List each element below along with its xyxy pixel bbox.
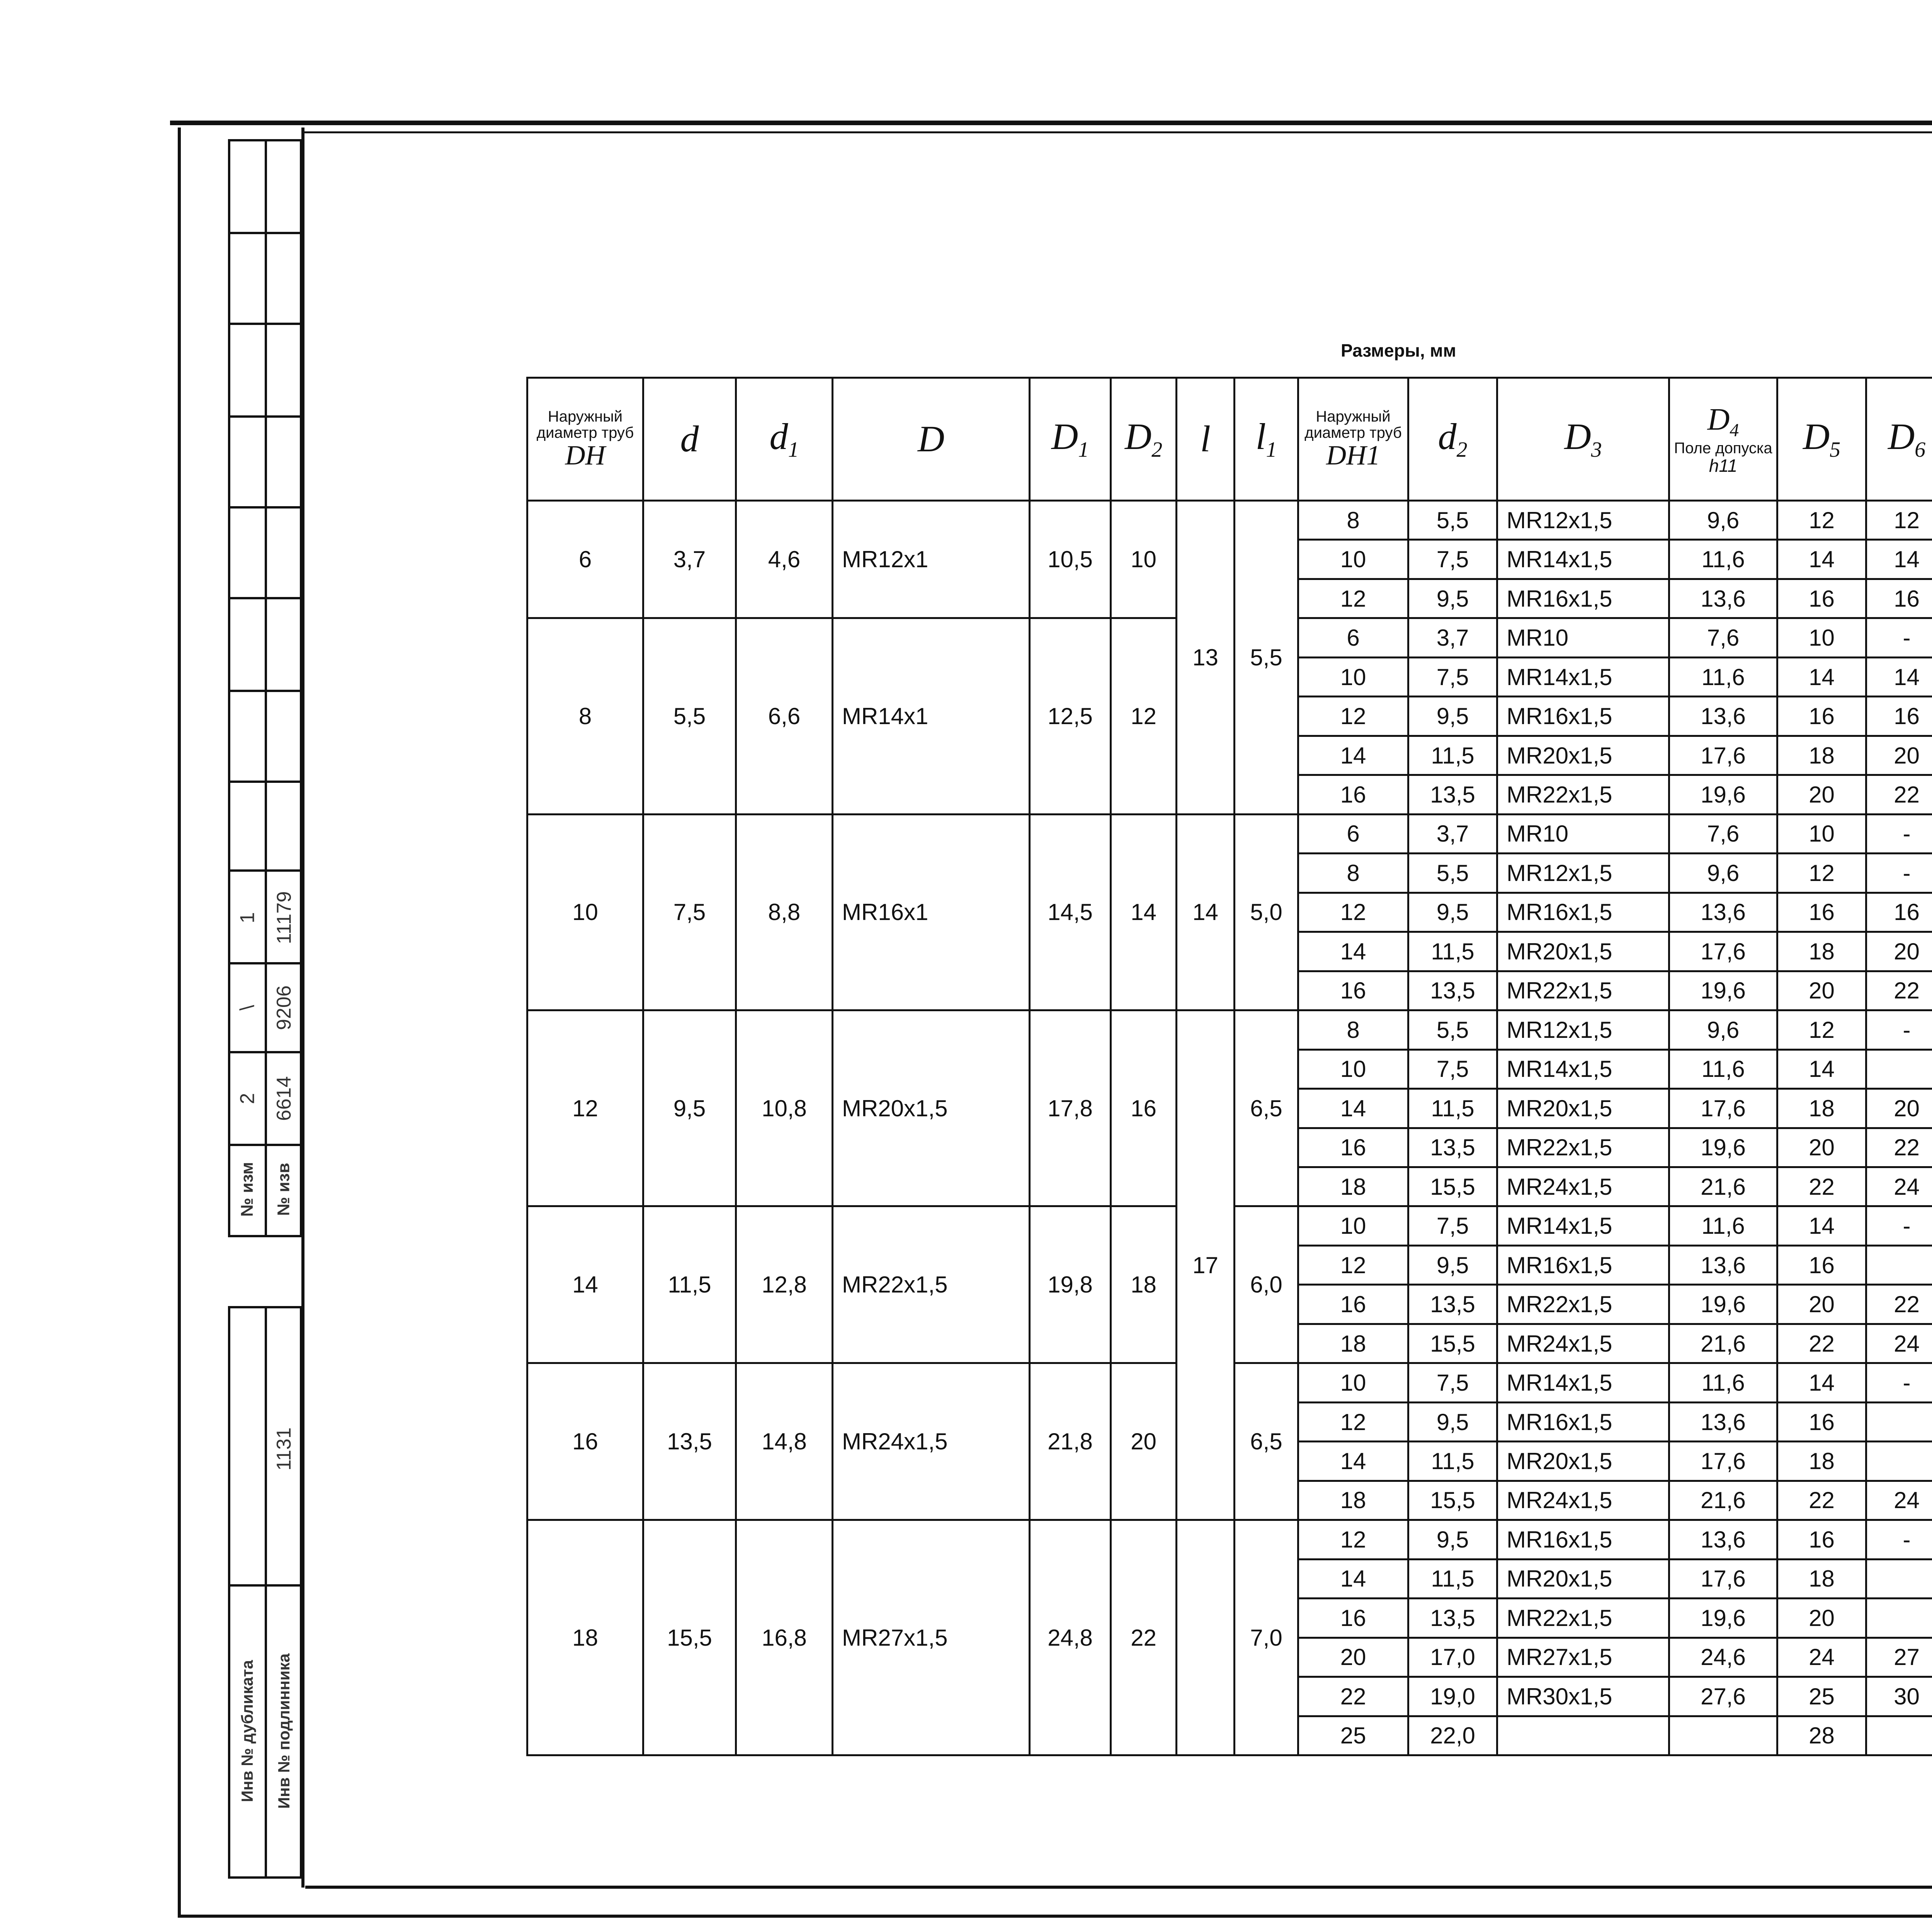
table-cell: 17,0	[1408, 1638, 1497, 1677]
table-row	[527, 1010, 1932, 1049]
table-cell: 12	[1298, 697, 1408, 736]
table-cell: 12	[1777, 854, 1866, 893]
stamp-cell: 6614	[273, 1076, 295, 1121]
table-cell	[1866, 1049, 1932, 1088]
table-cell: 15,5	[643, 1520, 736, 1755]
col-header-d1: $d_1$	[736, 378, 833, 501]
table-cell: 4,6	[736, 501, 833, 618]
table-row	[527, 814, 1932, 853]
table-cell: 14	[1298, 736, 1408, 775]
table-cell: 14	[527, 1206, 643, 1363]
table-cell: 16,8	[736, 1520, 833, 1755]
table-cell: MR27x1,5	[1497, 1638, 1669, 1677]
table-cell: 11,5	[1408, 1442, 1497, 1481]
table-cell	[1866, 1245, 1932, 1284]
table-cell: 13,5	[1408, 775, 1497, 814]
table-cell: 13,6	[1669, 1245, 1777, 1284]
col-header-d2: $d_2$	[1408, 378, 1497, 501]
table-cell: MR22x1,5	[1497, 1128, 1669, 1167]
table-cell: 18	[1777, 932, 1866, 971]
frame-bottom-outer-line	[178, 1915, 1932, 1918]
table-cell: MR22x1,5	[833, 1206, 1030, 1363]
table-cell: 16	[1298, 971, 1408, 1010]
table-cell: MR20x1,5	[1497, 1089, 1669, 1128]
table-cell: 22	[1866, 775, 1932, 814]
table-cell: 13,6	[1669, 697, 1777, 736]
table-cell: MR22x1,5	[1497, 775, 1669, 814]
table-cell: 13	[1177, 501, 1235, 815]
table-cell: 7,5	[1408, 540, 1497, 579]
table-cell: MR24x1,5	[1497, 1167, 1669, 1206]
table-cell: 19,0	[1408, 1677, 1497, 1716]
stamp-cell: № изм	[238, 1162, 257, 1217]
table-cell: 16	[1298, 1285, 1408, 1324]
table-cell: 7,5	[1408, 1363, 1497, 1402]
table-cell: MR22x1,5	[1497, 1599, 1669, 1638]
table-cell: MR30x1,5	[1497, 1677, 1669, 1716]
table-cell: 13,6	[1669, 1520, 1777, 1559]
table-cell: 8	[1298, 854, 1408, 893]
table-cell: 14	[1298, 1442, 1408, 1481]
table-cell: MR27x1,5	[833, 1520, 1030, 1755]
table-cell: 20	[1777, 1599, 1866, 1638]
table-cell: 24	[1777, 1638, 1866, 1677]
table-cell: 28	[1777, 1716, 1866, 1755]
table-cell: 16	[1298, 1128, 1408, 1167]
table-cell: MR14x1,5	[1497, 1206, 1669, 1245]
table-cell: 20	[1777, 971, 1866, 1010]
table-cell: 16	[1866, 697, 1932, 736]
table-cell: 20	[1777, 775, 1866, 814]
table-cell: 12	[1298, 579, 1408, 618]
table-cell: 7,6	[1669, 618, 1777, 657]
table-cell: 20	[1777, 1285, 1866, 1324]
table-cell: 18	[527, 1520, 643, 1755]
table-cell: 9,6	[1669, 854, 1777, 893]
table-cell: 12	[1298, 1402, 1408, 1441]
table-cell: 13,5	[1408, 1128, 1497, 1167]
table-cell: 13,6	[1669, 893, 1777, 932]
table-cell: 3,7	[1408, 618, 1497, 657]
dimensions-table	[526, 377, 1932, 1756]
col-header-dh1: Наружный диаметр труб DH1	[1298, 378, 1408, 501]
table-cell: 12,8	[736, 1206, 833, 1363]
table-cell: 5,5	[1408, 854, 1497, 893]
table-cell: -	[1866, 814, 1932, 853]
table-cell: 12	[527, 1010, 643, 1206]
table-cell: 27	[1866, 1638, 1932, 1677]
table-cell: 17,6	[1669, 1559, 1777, 1598]
table-cell: MR16x1,5	[1497, 697, 1669, 736]
table-cell: MR16x1,5	[1497, 893, 1669, 932]
table-cell: 22	[1298, 1677, 1408, 1716]
table-cell: 16	[1298, 1599, 1408, 1638]
table-cell: 11,6	[1669, 1206, 1777, 1245]
table-cell: 14	[1177, 814, 1235, 1010]
table-cell: MR22x1,5	[1497, 971, 1669, 1010]
table-cell: 19,6	[1669, 971, 1777, 1010]
table-cell: -	[1866, 1206, 1932, 1245]
table-cell: 12	[1866, 501, 1932, 540]
table-cell: 22	[1111, 1520, 1177, 1755]
table-cell: 9,5	[1408, 1245, 1497, 1284]
table-cell: MR16x1,5	[1497, 579, 1669, 618]
table-cell: 9,5	[1408, 893, 1497, 932]
table-cell: 17,6	[1669, 932, 1777, 971]
frame-top-line	[170, 121, 1932, 125]
table-row	[527, 501, 1932, 540]
table-cell: 21,8	[1030, 1363, 1111, 1520]
table-cell: 30	[1866, 1677, 1932, 1716]
table-cell: 14	[1111, 814, 1177, 1010]
table-cell: 12	[1111, 618, 1177, 814]
col-header-D: D	[833, 378, 1030, 501]
table-cell: 5,5	[1408, 501, 1497, 540]
table-cell: 11,6	[1669, 1049, 1777, 1088]
table-cell: 17,8	[1030, 1010, 1111, 1206]
table-cell: 5,0	[1235, 814, 1298, 1010]
table-cell: 16	[1777, 1245, 1866, 1284]
table-cell: 16	[1777, 579, 1866, 618]
table-cell: 22	[1866, 1285, 1932, 1324]
table-cell: 10	[1298, 540, 1408, 579]
stamp-rule	[228, 506, 301, 509]
table-cell: MR20x1,5	[1497, 736, 1669, 775]
table-cell: 12	[1298, 1245, 1408, 1284]
table-cell: 16	[1866, 893, 1932, 932]
table-cell: 14,8	[736, 1363, 833, 1520]
table-cell: 21,6	[1669, 1481, 1777, 1520]
table-cell: 17,6	[1669, 1442, 1777, 1481]
table-cell: 22	[1777, 1167, 1866, 1206]
table-cell: 20	[1866, 1089, 1932, 1128]
table-cell: 16	[1866, 579, 1932, 618]
table-cell	[1497, 1716, 1669, 1755]
stamp-cell: 9206	[273, 985, 295, 1030]
table-row	[527, 1520, 1932, 1559]
table-cell: 22	[1777, 1481, 1866, 1520]
table-cell: 9,5	[1408, 697, 1497, 736]
table-cell: MR16x1,5	[1497, 1245, 1669, 1284]
table-cell: 13,5	[1408, 971, 1497, 1010]
table-cell: 13,5	[1408, 1285, 1497, 1324]
table-cell: 5,5	[643, 618, 736, 814]
table-cell: 7,6	[1669, 814, 1777, 853]
table-cell: 11,5	[1408, 1559, 1497, 1598]
table-cell: -	[1866, 1363, 1932, 1402]
table-cell: 17,6	[1669, 736, 1777, 775]
table-cell: MR14x1,5	[1497, 657, 1669, 696]
table-cell: 10,5	[1030, 501, 1111, 618]
table-cell	[1177, 1520, 1235, 1755]
table-cell: 11,6	[1669, 657, 1777, 696]
table-cell: 12	[1777, 1010, 1866, 1049]
table-cell: 9,6	[1669, 1010, 1777, 1049]
table-cell: MR14x1,5	[1497, 1363, 1669, 1402]
table-cell: 14	[1777, 657, 1866, 696]
table-cell: 20	[1777, 1128, 1866, 1167]
stamp-rule	[228, 597, 301, 599]
table-cell: MR20x1,5	[1497, 1559, 1669, 1598]
table-cell: 6,5	[1235, 1363, 1298, 1520]
table-cell: 18	[1777, 1559, 1866, 1598]
table-cell: 14	[1298, 932, 1408, 971]
table-cell: 9,5	[1408, 1520, 1497, 1559]
table-cell: 24	[1866, 1324, 1932, 1363]
col-header-l1: $l_1$	[1235, 378, 1298, 501]
table-cell: 10	[1777, 814, 1866, 853]
table-cell: 9,5	[1408, 579, 1497, 618]
stamp-cell: Инв № дубликата	[238, 1660, 256, 1802]
col-header-D5: $D_5$	[1777, 378, 1866, 501]
table-cell: 6	[1298, 814, 1408, 853]
table-cell: 16	[1298, 775, 1408, 814]
stamp-cell: 1	[236, 912, 259, 923]
frame-bottom-line	[305, 1886, 1932, 1889]
table-cell: 19,6	[1669, 1599, 1777, 1638]
table-cell: 19,6	[1669, 775, 1777, 814]
table-cell: 14,5	[1030, 814, 1111, 1010]
table-cell	[1866, 1599, 1932, 1638]
table-cell: 21,6	[1669, 1324, 1777, 1363]
table-cell: 14	[1777, 1049, 1866, 1088]
table-cell: 11,5	[1408, 1089, 1497, 1128]
table-cell: 7,5	[1408, 657, 1497, 696]
table-cell: MR22x1,5	[1497, 1285, 1669, 1324]
table-body	[527, 501, 1932, 1755]
table-cell: 16	[1777, 1402, 1866, 1441]
table-cell: 18	[1111, 1206, 1177, 1363]
table-cell: MR10	[1497, 814, 1669, 853]
table-cell: 7,5	[643, 814, 736, 1010]
table-cell: MR14x1,5	[1497, 1049, 1669, 1088]
table-cell: 19,8	[1030, 1206, 1111, 1363]
table-cell: 22	[1866, 1128, 1932, 1167]
table-cell: 14	[1866, 657, 1932, 696]
table-cell: 24,6	[1669, 1638, 1777, 1677]
table-cell: 9,5	[643, 1010, 736, 1206]
table-cell: 12	[1298, 1520, 1408, 1559]
table-cell: 10	[1298, 657, 1408, 696]
table-cell: 8	[1298, 501, 1408, 540]
table-cell: 20	[1111, 1363, 1177, 1520]
frame-left-outer-line	[178, 128, 181, 1917]
table-cell: 27,6	[1669, 1677, 1777, 1716]
table-cell: 6,0	[1235, 1206, 1298, 1363]
table-cell	[1866, 1559, 1932, 1598]
table-cell: 10	[1298, 1206, 1408, 1245]
table-cell: MR24x1,5	[1497, 1481, 1669, 1520]
col-header-D4: $D_4$ Поле допуска h11	[1669, 378, 1777, 501]
table-cell: 14	[1298, 1089, 1408, 1128]
table-cell: 18	[1298, 1481, 1408, 1520]
stamp-cell: 1131	[273, 1427, 296, 1471]
table-cell: 7,5	[1408, 1206, 1497, 1245]
col-header-dh: Наружный диаметр труб DH	[527, 378, 643, 501]
table-cell: MR20x1,5	[1497, 932, 1669, 971]
units-caption: Размеры, мм	[1341, 340, 1456, 361]
stamp-rule	[228, 869, 301, 872]
table-cell: 10,8	[736, 1010, 833, 1206]
table-cell: 16	[1777, 893, 1866, 932]
table-cell: MR20x1,5	[1497, 1442, 1669, 1481]
table-cell: MR16x1,5	[1497, 1520, 1669, 1559]
table-cell	[1866, 1402, 1932, 1441]
table-cell: 20	[1866, 932, 1932, 971]
col-header-D2: $D_2$	[1111, 378, 1177, 501]
table-cell: 7,0	[1235, 1520, 1298, 1755]
table-cell: 8	[527, 618, 643, 814]
table-cell: -	[1866, 1520, 1932, 1559]
table-cell: 14	[1777, 540, 1866, 579]
table-cell: MR12x1,5	[1497, 854, 1669, 893]
table-cell: 13,6	[1669, 1402, 1777, 1441]
frame-top-line-thin	[301, 131, 1932, 133]
table-cell: 18	[1777, 1089, 1866, 1128]
table-cell: 19,6	[1669, 1285, 1777, 1324]
stamp-cell: 2	[236, 1093, 259, 1104]
table-cell: 10	[1298, 1363, 1408, 1402]
table-cell: -	[1866, 618, 1932, 657]
table-cell: 12,5	[1030, 618, 1111, 814]
table-cell: MR12x1,5	[1497, 1010, 1669, 1049]
table-cell: 18	[1777, 736, 1866, 775]
table-cell: 5,5	[1408, 1010, 1497, 1049]
table-cell: 13,5	[643, 1363, 736, 1520]
table-cell: 6,5	[1235, 1010, 1298, 1206]
table-cell: 6	[1298, 618, 1408, 657]
table-cell: 3,7	[1408, 814, 1497, 853]
stamp-rule	[228, 415, 301, 418]
stamp-rule	[228, 323, 301, 325]
table-cell: 19,6	[1669, 1128, 1777, 1167]
table-cell: 14	[1777, 1363, 1866, 1402]
table-cell: 14	[1866, 540, 1932, 579]
table-cell	[1866, 1442, 1932, 1481]
table-cell: MR14x1,5	[1497, 540, 1669, 579]
col-header-l: l	[1177, 378, 1235, 501]
table-cell: 17,6	[1669, 1089, 1777, 1128]
table-cell: 15,5	[1408, 1324, 1497, 1363]
table-cell: 22,0	[1408, 1716, 1497, 1755]
stamp-rule	[228, 690, 301, 692]
table-cell: 17	[1177, 1010, 1235, 1520]
table-cell: 8,8	[736, 814, 833, 1010]
table-cell: 11,6	[1669, 540, 1777, 579]
table-cell: 14	[1298, 1559, 1408, 1598]
stamp-cell: \	[236, 1005, 259, 1010]
table-cell: 12	[1777, 501, 1866, 540]
table-cell: 21,6	[1669, 1167, 1777, 1206]
table-cell: 22	[1866, 971, 1932, 1010]
table-cell: 6	[527, 501, 643, 618]
table-cell: 11,5	[1408, 736, 1497, 775]
table-cell: 11,5	[1408, 932, 1497, 971]
table-cell: MR14x1	[833, 618, 1030, 814]
table-cell: 9,6	[1669, 501, 1777, 540]
table-cell: MR12x1	[833, 501, 1030, 618]
col-header-D1: $D_1$	[1030, 378, 1111, 501]
table-cell: 13,6	[1669, 579, 1777, 618]
table-cell: 24	[1866, 1481, 1932, 1520]
table-cell: 10	[1111, 501, 1177, 618]
table-cell: 15,5	[1408, 1167, 1497, 1206]
stamp-cell: 11179	[273, 891, 296, 944]
table-cell: -	[1866, 854, 1932, 893]
table-cell: 20	[1298, 1638, 1408, 1677]
table-cell: 10	[1777, 618, 1866, 657]
table-cell: 12	[1298, 893, 1408, 932]
table-cell: 10	[527, 814, 643, 1010]
stamp-rule	[228, 232, 301, 234]
table-cell: 24	[1866, 1167, 1932, 1206]
table-cell: 25	[1298, 1716, 1408, 1755]
table-cell: 14	[1777, 1206, 1866, 1245]
table-cell: 16	[527, 1363, 643, 1520]
stamp-rule	[228, 781, 301, 783]
table-cell: 18	[1298, 1167, 1408, 1206]
table-cell: 22	[1777, 1324, 1866, 1363]
table-cell: 10	[1298, 1049, 1408, 1088]
table-cell	[1669, 1716, 1777, 1755]
table-cell: MR16x1,5	[1497, 1402, 1669, 1441]
table-cell: MR20x1,5	[833, 1010, 1030, 1206]
stamp-rule	[228, 1584, 301, 1587]
table-cell: 8	[1298, 1010, 1408, 1049]
table-cell: 24,8	[1030, 1520, 1111, 1755]
table-cell: -	[1866, 1010, 1932, 1049]
col-header-D6: $D_6$	[1866, 378, 1932, 501]
table-cell: MR24x1,5	[1497, 1324, 1669, 1363]
stamp-cell: № изв	[274, 1162, 293, 1216]
table-cell: 7,5	[1408, 1049, 1497, 1088]
table-cell: 25	[1777, 1677, 1866, 1716]
table-cell: MR24x1,5	[833, 1363, 1030, 1520]
table-cell: 11,5	[643, 1206, 736, 1363]
table-cell: MR12x1,5	[1497, 501, 1669, 540]
table-cell: 18	[1777, 1442, 1866, 1481]
col-header-d: d	[643, 378, 736, 501]
table-cell: 16	[1777, 697, 1866, 736]
table-cell: 5,5	[1235, 501, 1298, 815]
stamp-cell: Инв № подлинника	[275, 1653, 293, 1809]
table-cell	[1866, 1716, 1932, 1755]
table-cell: 15,5	[1408, 1481, 1497, 1520]
table-cell: MR16x1	[833, 814, 1030, 1010]
col-header-D3: $D_3$	[1497, 378, 1669, 501]
table-cell: 20	[1866, 736, 1932, 775]
table-cell: 11,6	[1669, 1363, 1777, 1402]
table-cell: MR10	[1497, 618, 1669, 657]
table-cell: 16	[1777, 1520, 1866, 1559]
table-cell: 18	[1298, 1324, 1408, 1363]
table-cell: 6,6	[736, 618, 833, 814]
table-cell: 3,7	[643, 501, 736, 618]
table-cell: 16	[1111, 1010, 1177, 1206]
table-cell: 9,5	[1408, 1402, 1497, 1441]
table-cell: 13,5	[1408, 1599, 1497, 1638]
